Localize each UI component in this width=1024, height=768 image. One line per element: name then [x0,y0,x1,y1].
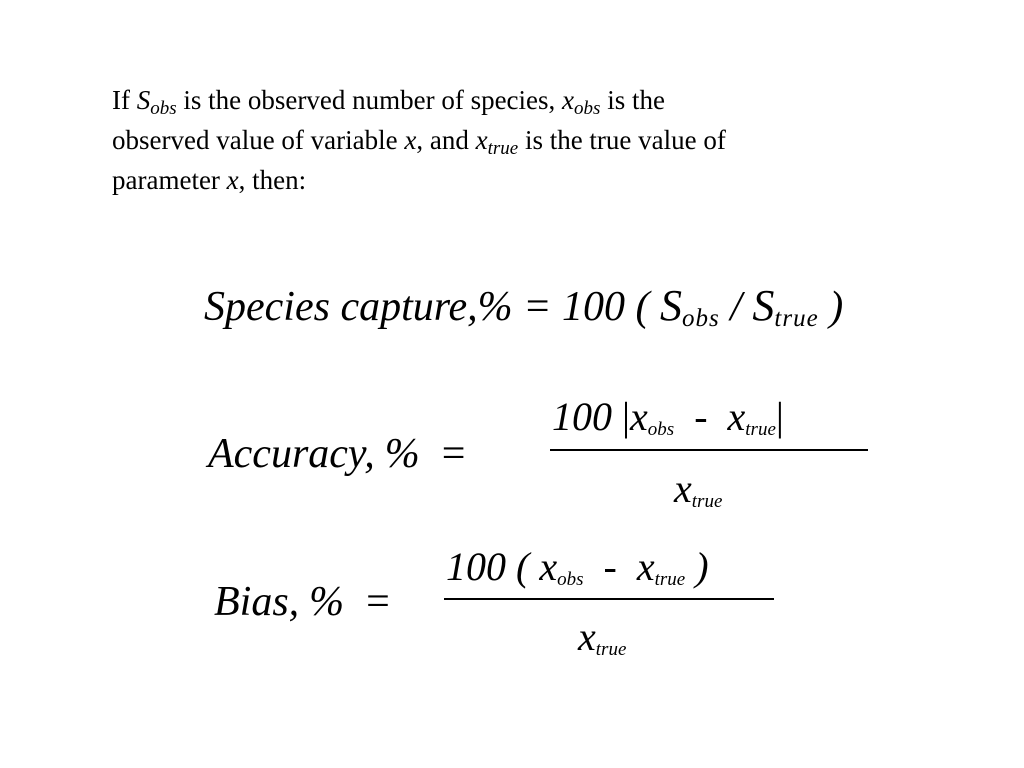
variable-x-obs: x [630,394,648,439]
accuracy-lhs [208,428,465,480]
bias-numerator [446,542,709,592]
abs-bar-close: | [775,394,784,439]
variable-x: x [404,125,417,155]
intro-line-1 [112,80,912,120]
intro-text: is the true value of [518,125,726,155]
open-paren: ( [516,544,530,589]
close-paren: ) [695,544,709,589]
percent-sign: % [309,579,345,625]
coefficient: 100 [552,394,612,439]
coefficient: 100 [562,284,626,330]
variable-x-true: x [578,614,596,659]
intro-text: , and [416,125,476,155]
equation-label: Bias, [214,579,300,625]
subscript-true: true [774,305,819,332]
intro-text: , then: [238,165,307,195]
variable-x-true: x [636,544,655,589]
intro-text: is the observed number of species, [176,85,563,115]
subscript-true: true [595,639,627,660]
intro-text: If [112,85,137,115]
intro-line-2 [112,120,912,160]
variable-x-obs: x [539,544,558,589]
coefficient: 100 [446,544,506,589]
species-capture-equation [204,280,843,333]
equals-sign: = [523,284,552,330]
variable-x-true: x [674,466,692,511]
minus-sign: - [694,394,708,439]
abs-bar-open: | [622,394,631,439]
variable-x: x [562,85,575,115]
division-slash: / [730,284,742,330]
variable-x: x [475,125,488,155]
accuracy-numerator [552,392,784,442]
subscript-obs: obs [150,98,177,119]
accuracy-denominator [674,464,722,514]
fraction-bar [444,598,774,600]
subscript-obs: obs [557,569,584,590]
open-paren: ( [635,284,650,330]
minus-sign: - [603,544,617,589]
close-paren: ) [829,284,844,330]
fraction-bar [550,449,868,451]
bias-lhs [214,576,390,628]
variable-s-obs: S [660,281,683,330]
intro-line-3 [112,160,912,200]
subscript-obs: obs [682,305,720,332]
subscript-obs: obs [574,98,601,119]
variable-s-true: S [752,281,775,330]
subscript-true: true [654,569,686,590]
bias-denominator [578,612,626,662]
equation-label: Species capture,% [204,284,513,330]
equals-sign: = [441,431,466,477]
subscript-true: true [691,491,723,512]
percent-sign: % [384,431,420,477]
intro-text: is the [600,85,665,115]
variable-x: x [226,165,239,195]
subscript-obs: obs [647,419,675,440]
intro-paragraph [112,80,912,200]
intro-text: observed value of variable [112,125,405,155]
equals-sign: = [366,579,390,625]
intro-text: parameter [112,165,227,195]
variable-s: S [136,85,151,115]
subscript-true: true [487,138,519,159]
variable-x-true: x [727,394,746,439]
equation-label: Accuracy, [208,431,375,477]
subscript-true: true [745,419,776,440]
